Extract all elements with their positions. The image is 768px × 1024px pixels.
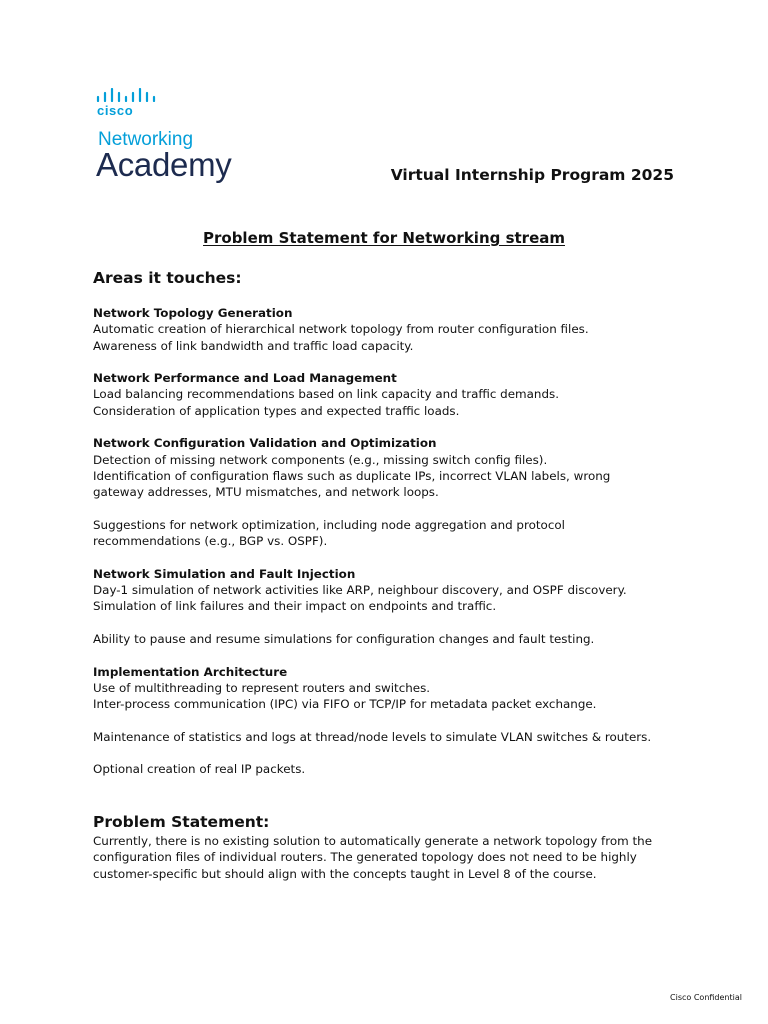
section-paragraph [93,435,693,500]
section-title: Network Configuration Validation and Optimization [93,436,437,451]
section-text-line: Identification of configuration flaws such as duplicate IPs, incorrect VLAN labels, wrong [93,468,611,483]
problem-statement-line: customer-specific but should align with the concepts taught in Level 8 of the course. [93,866,597,881]
section-text-line: Automatic creation of hierarchical network topology from router configuration files. [93,322,589,337]
section-text-line: Day-1 simulation of network activities like ARP, neighbour discovery, and OSPF discovery. [93,583,627,598]
section-paragraph [93,729,693,745]
section-paragraph [93,761,693,777]
logo-academy-text: Academy [96,146,232,183]
areas-heading: Areas it touches: [93,269,242,287]
section-text-line: Suggestions for network optimization, including node aggregation and protocol [93,517,565,532]
section-paragraph [93,631,693,647]
section-text-line: Ability to pause and resume simulations for configuration changes and fault testing. [93,631,595,646]
problem-statement-heading: Problem Statement: [93,813,270,831]
program-title: Virtual Internship Program 2025 [390,166,674,184]
logo-networking-text: Networking [98,129,194,150]
section-title: Network Topology Generation [93,306,293,320]
section-text-line: Inter-process communication (IPC) via FIFO or TCP/IP for metadata packet exchange. [93,697,597,712]
section-text-line: Consideration of application types and expected traffic loads. [93,403,460,418]
section-paragraph [93,566,693,615]
problem-statement-line: configuration files of individual routers. The generated topology does not need to be highly [93,850,637,865]
section-title: Network Performance and Load Management [93,371,397,386]
document-title: Problem Statement for Networking stream [203,229,565,247]
section-text-line: Detection of missing network components (e.g., missing switch config files). [93,452,548,467]
section-title: Implementation Architecture [93,664,288,679]
section-text-line: Load balancing recommendations based on link capacity and traffic demands. [93,387,559,402]
section-text-line: recommendations (e.g., BGP vs. OSPF). [93,534,328,549]
areas-sections [93,305,693,794]
section-paragraph [93,370,693,419]
problem-statement-body [93,833,683,882]
section-text-line: Simulation of link failures and their impact on endpoints and traffic. [93,599,497,614]
section-title: Network Simulation and Fault Injection [93,566,356,581]
problem-statement-line: Currently, there is no existing solution to automatically generate a network topology from the [93,834,653,848]
section-paragraph [93,664,693,713]
section-text-line: Awareness of link bandwidth and traffic load capacity. [93,338,414,353]
confidentiality-footer: Cisco Confidential [670,993,742,1002]
section-text-line: Optional creation of real IP packets. [93,762,306,777]
cisco-wordmark: cisco [97,103,134,118]
section-text-line: Maintenance of statistics and logs at thread/node levels to simulate VLAN switches & routers. [93,729,652,744]
section-paragraph [93,517,693,550]
section-text-line: gateway addresses, MTU mismatches, and network loops. [93,485,439,500]
cisco-networking-academy-logo [96,88,246,188]
section-text-line: Use of multithreading to represent routers and switches. [93,680,431,695]
section-paragraph [93,305,693,354]
cisco-bars-icon [96,88,156,102]
